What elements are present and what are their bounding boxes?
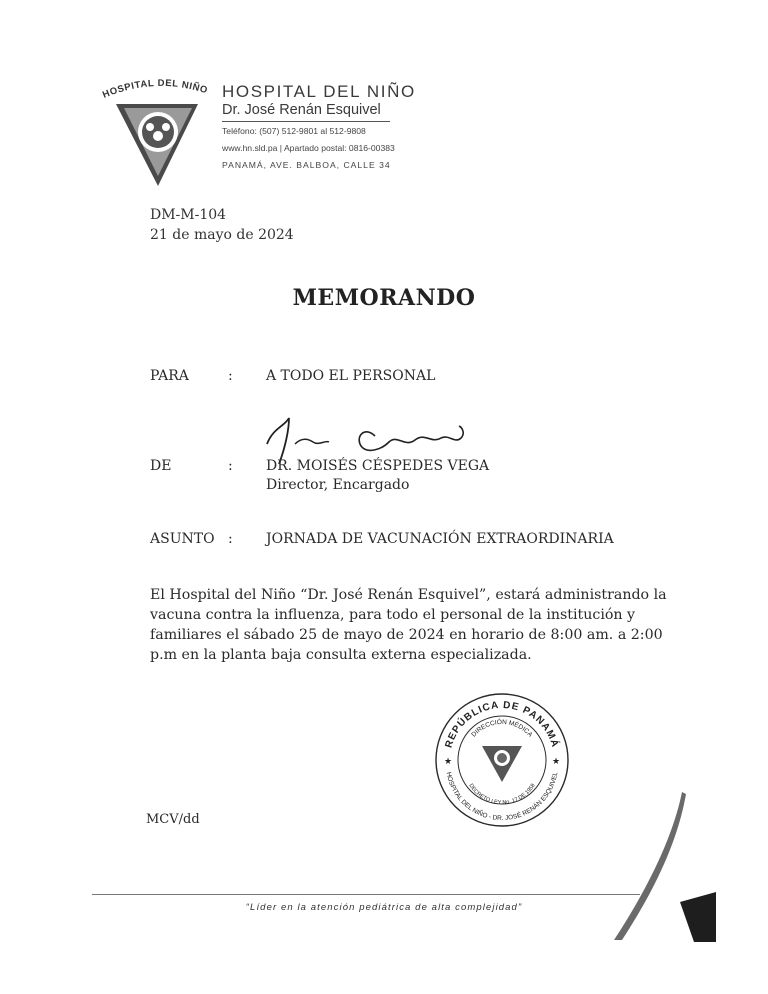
hospital-web: www.hn.sld.pa | Apartado postal: 0816-00383 bbox=[222, 143, 395, 153]
svg-text:REPÚBLICA DE PANAMÁ: REPÚBLICA DE PANAMÁ bbox=[443, 699, 561, 750]
field-de-label: DE bbox=[150, 458, 172, 474]
body-line: vacuna contra la influenza, para todo el personal de la institución y bbox=[150, 607, 636, 623]
body-line: El Hospital del Niño “Dr. José Renán Esquivel”, estará administrando la bbox=[150, 587, 667, 603]
memo-body bbox=[150, 585, 667, 665]
field-de-value: DR. MOISÉS CÉSPEDES VEGA bbox=[266, 458, 490, 474]
field-asunto-label: ASUNTO bbox=[150, 531, 215, 547]
corner-decoration bbox=[612, 792, 716, 942]
svg-text:HOSPITAL DEL NIÑO: HOSPITAL DEL NIÑO bbox=[101, 77, 210, 101]
field-para-sep: : bbox=[228, 368, 233, 384]
hospital-subname: Dr. José Renán Esquivel bbox=[222, 102, 381, 118]
field-para-value: A TODO EL PERSONAL bbox=[266, 368, 436, 384]
header-rule bbox=[222, 121, 390, 122]
footer-slogan: “Líder en la atención pediátrica de alta complejidad” bbox=[245, 902, 523, 913]
memo-initials: MCV/dd bbox=[146, 812, 200, 827]
hospital-logo bbox=[96, 74, 216, 190]
hospital-name: HOSPITAL DEL NIÑO bbox=[222, 82, 416, 101]
field-de-sep: : bbox=[228, 458, 233, 474]
field-asunto-sep: : bbox=[228, 531, 233, 547]
official-stamp bbox=[432, 690, 572, 830]
field-de-role: Director, Encargado bbox=[266, 477, 410, 493]
hospital-phone: Teléfono: (507) 512-9801 al 512-9808 bbox=[222, 126, 366, 136]
memo-code: DM-M-104 bbox=[150, 207, 227, 223]
hospital-address: PANAMÁ, AVE. BALBOA, CALLE 34 bbox=[222, 160, 391, 170]
body-line: p.m en la planta baja consulta externa especializada. bbox=[150, 647, 532, 663]
svg-text:★: ★ bbox=[444, 757, 453, 767]
svg-text:DECRETO LEY No. 17 DE 1958: DECRETO LEY No. 17 DE 1958 bbox=[467, 782, 537, 807]
footer-rule bbox=[92, 894, 640, 895]
memo-date: 21 de mayo de 2024 bbox=[150, 227, 294, 243]
body-line: familiares el sábado 25 de mayo de 2024 en horario de 8:00 am. a 2:00 bbox=[150, 627, 663, 643]
svg-text:DIRECCIÓN MÉDICA: DIRECCIÓN MÉDICA bbox=[470, 718, 534, 739]
svg-text:★: ★ bbox=[552, 757, 561, 767]
field-para-label: PARA bbox=[150, 368, 189, 384]
field-asunto-value: JORNADA DE VACUNACIÓN EXTRAORDINARIA bbox=[266, 531, 614, 547]
svg-text:HOSPITAL DEL NIÑO - DR. JOSÉ R: HOSPITAL DEL NIÑO - DR. JOSÉ RENÁN ESQUIVEL bbox=[444, 771, 560, 823]
memo-title: MEMORANDO bbox=[292, 285, 476, 311]
